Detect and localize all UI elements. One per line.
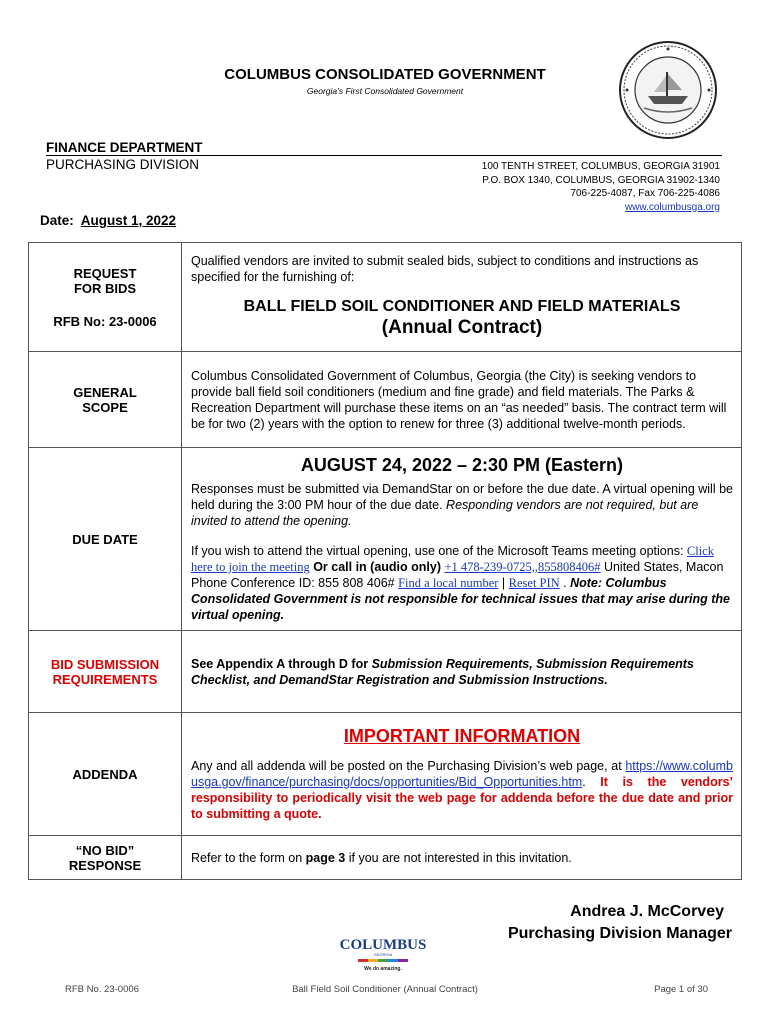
due-note: Note: Columbus Consolidated Government is not responsible for technical issues that may arise during the virtual opening. bbox=[191, 576, 731, 622]
no-bid-text bbox=[182, 836, 742, 880]
date-row bbox=[40, 213, 176, 228]
phone-link[interactable]: +1 478-239-0725,,855808406# bbox=[444, 560, 601, 574]
submission-label-line2: REQUIREMENTS bbox=[52, 671, 158, 687]
submission-label-cell bbox=[29, 631, 182, 713]
date-value: August 1, 2022 bbox=[80, 213, 177, 228]
address-line-1: 100 TENTH STREET, COLUMBUS, GEORGIA 31901 bbox=[481, 161, 720, 172]
no-bid-row bbox=[29, 836, 742, 880]
call-in-label: Or call in (audio only) bbox=[309, 560, 445, 574]
no-bid-label-line1: “NO BID” bbox=[75, 842, 135, 858]
due-date-heading: AUGUST 24, 2022 – 2:30 PM (Eastern) bbox=[300, 455, 624, 475]
addenda-content bbox=[182, 713, 742, 836]
columbus-logo-icon bbox=[338, 934, 428, 974]
important-info-heading: IMPORTANT INFORMATION bbox=[343, 726, 581, 746]
rfb-content-cell bbox=[182, 243, 742, 352]
submission-text-b: Submission Requirements, Submission Requirements Checklist, and DemandStar Registration and Submission Instructions. bbox=[191, 656, 694, 687]
manager-name: Andrea J. McCorvey bbox=[570, 903, 724, 920]
finance-department: FINANCE DEPARTMENT bbox=[46, 140, 203, 155]
due-p2-end: . bbox=[559, 576, 571, 590]
find-local-number-link[interactable]: Find a local number bbox=[398, 576, 499, 590]
no-bid-page-ref: page 3 bbox=[305, 850, 346, 865]
submission-label-line1: BID SUBMISSION bbox=[50, 656, 160, 672]
footer-title: Ball Field Soil Conditioner (Annual Contract) bbox=[292, 984, 478, 995]
rfb-row bbox=[29, 243, 742, 352]
due-paragraph-1 bbox=[191, 481, 733, 529]
rfb-title: BALL FIELD SOIL CONDITIONER AND FIELD MATERIALS bbox=[243, 297, 681, 315]
logo-tagline: We do amazing. bbox=[364, 966, 402, 972]
footer-rfb-number: RFB No. 23-0006 bbox=[65, 984, 139, 995]
due-p2-text: If you wish to attend the virtual opening, use one of the Microsoft Teams meeting options: bbox=[191, 544, 687, 558]
purchasing-division: PURCHASING DIVISION bbox=[46, 157, 200, 172]
addenda-text bbox=[191, 758, 733, 822]
scope-row bbox=[29, 352, 742, 448]
due-date-content bbox=[182, 448, 742, 631]
scope-label-line1: GENERAL bbox=[73, 384, 137, 400]
addenda-intro: Any and all addenda will be posted on the Purchasing Division’s web page, at bbox=[191, 759, 626, 773]
logo-name: COLUMBUS bbox=[339, 937, 427, 953]
submission-text-a: See Appendix A through D for bbox=[191, 656, 372, 671]
rfb-label-line2: FOR BIDS bbox=[73, 280, 137, 296]
reset-pin-link[interactable]: Reset PIN bbox=[508, 576, 560, 590]
addenda-warning: It is the vendors’ responsibility to periodically visit the web page for addenda before the due date and prior to submitting a quote. bbox=[191, 775, 733, 821]
manager-title: Purchasing Division Manager bbox=[507, 925, 732, 942]
submission-row bbox=[29, 631, 742, 713]
due-date-label: DUE DATE bbox=[29, 448, 182, 631]
org-subtitle: Georgia’s First Consolidated Government bbox=[306, 86, 464, 96]
city-seal-icon bbox=[618, 40, 718, 140]
no-bid-text-c: if you are not interested in this invitation. bbox=[345, 850, 572, 865]
conference-id: United States, Macon Phone Conference ID: 855 808 406# bbox=[191, 560, 724, 590]
addenda-url-link[interactable]: https://www.columbusga.gov/finance/purchasing/docs/opportunities/Bid_Opportunities.htm bbox=[191, 759, 733, 789]
join-meeting-link[interactable]: Click here to join the meeting bbox=[191, 544, 714, 574]
no-bid-label-cell bbox=[29, 836, 182, 880]
due-p1-text: Responses must be submitted via DemandStar on or before the due date. A virtual opening will be held during the 3:00 PM hour of the due date. bbox=[191, 482, 733, 512]
due-date-row bbox=[29, 448, 742, 631]
header-rule bbox=[46, 155, 722, 156]
rfb-label-line1: REQUEST bbox=[73, 265, 137, 281]
scope-text: Columbus Consolidated Government of Columbus, Georgia (the City) is seeking vendors to provide ball field soil conditioners (medium and fine grade) and field materials. The Parks & Recreation Department will purchase these items on an “as needed” basis. The contract term will be for two (2) years with the option to renew for three (3) additional twelve-month periods. bbox=[182, 352, 742, 448]
logo-state: GEORGIA bbox=[373, 952, 393, 957]
rfb-info-table bbox=[28, 242, 742, 880]
rfb-label-cell bbox=[29, 243, 182, 352]
scope-label-line2: SCOPE bbox=[82, 399, 128, 415]
addenda-row bbox=[29, 713, 742, 836]
submission-text bbox=[182, 631, 742, 713]
footer-page-number: Page 1 of 30 bbox=[654, 984, 708, 995]
date-label: Date: bbox=[40, 213, 74, 228]
due-p1-italic: Responding vendors are not required, but are invited to attend the opening. bbox=[191, 498, 699, 528]
due-paragraph-2 bbox=[191, 543, 733, 623]
rfb-number: RFB No: 23-0006 bbox=[53, 313, 157, 329]
link-separator: | bbox=[498, 576, 509, 590]
no-bid-label-line2: RESPONSE bbox=[68, 857, 142, 873]
no-bid-text-a: Refer to the form on bbox=[191, 850, 306, 865]
website-link[interactable]: www.columbusga.org bbox=[624, 201, 720, 213]
addenda-text-end: . bbox=[582, 775, 601, 789]
phone-fax: 706-225-4087, Fax 706-225-4086 bbox=[570, 188, 720, 199]
address-block bbox=[482, 160, 720, 214]
rfb-intro: Qualified vendors are invited to submit sealed bids, subject to conditions and instructions as specified for the furnishing of: bbox=[191, 253, 699, 284]
rfb-subtitle: (Annual Contract) bbox=[381, 316, 543, 338]
addenda-label: ADDENDA bbox=[29, 713, 182, 836]
org-title: COLUMBUS CONSOLIDATED GOVERNMENT bbox=[224, 66, 546, 83]
address-line-2: P.O. BOX 1340, COLUMBUS, GEORGIA 31902-1340 bbox=[482, 174, 720, 186]
scope-label-cell bbox=[29, 352, 182, 448]
